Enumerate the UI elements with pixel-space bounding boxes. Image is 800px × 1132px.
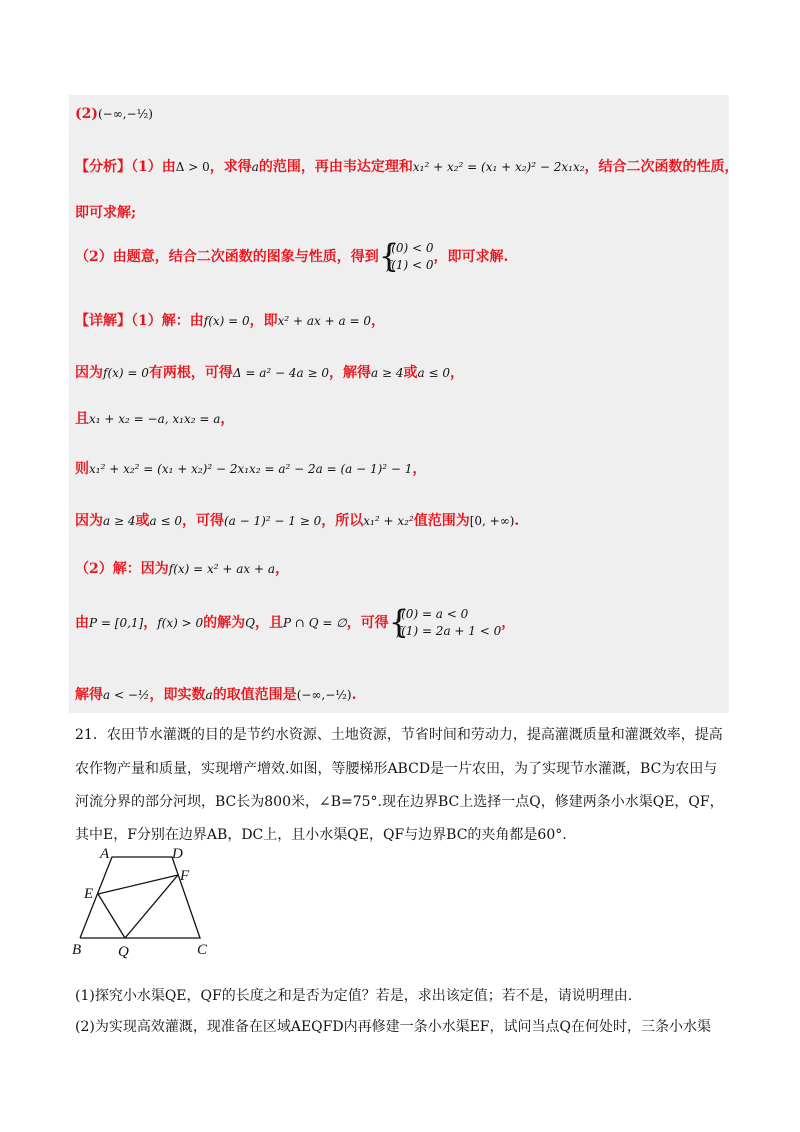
label-Q: Q: [118, 944, 129, 960]
detail-line-3: 且x₁ + x₂ = −a, x₁x₂ = a，: [75, 411, 235, 427]
label-E: E: [84, 886, 94, 902]
label-D: D: [172, 846, 183, 862]
problem-line-3: 河流分界的部分河坝，BC长为800米，∠B=75°.现在边界BC上选择一点Q，修建两条小水渠QE，QF，: [75, 794, 724, 810]
problem-line-1: 21．农田节水灌溉的目的是节约水资源、土地资源，节省时间和劳动力，提高灌溉质量和灌溉效率，提高: [75, 727, 723, 743]
detail-line-2: 因为f(x) = 0有两根，可得Δ = a² − 4a ≥ 0，解得a ≥ 4或a ≤ 0，: [75, 365, 464, 381]
analysis-line-1: 【分析】（1）由Δ > 0，求得a的范围，再由韦达定理和x₁² + x₂² = (x₁ + x₂)² − 2x₁x₂，结合二次函数的性质，: [75, 159, 739, 175]
problem-line-4: 其中E，F分别在边界AB，DC上，且小水渠QE，QF与边界BC的夹角都是60°.: [75, 827, 567, 843]
part2-answer: (2)(−∞,−½): [75, 106, 153, 122]
detail-line-8: 解得a < −½，即实数a的取值范围是(−∞,−½).: [75, 687, 357, 703]
analysis-system: { f(0) < 0 f(1) < 0: [378, 237, 434, 275]
detail-line-7: 由P = [0,1]，f(x) > 0的解为Q，且P ∩ Q = ∅，可得 { f(0) = a < 0 f(1) = 2a + 1 < 0 ，: [75, 603, 516, 641]
label-C: C: [197, 942, 208, 958]
detail-line-5: 因为a ≥ 4或a ≤ 0，可得(a − 1)² − 1 ≥ 0，所以x₁² + x₂²值范围为[0, +∞).: [75, 513, 520, 529]
detail-line-1: 【详解】（1）解：由f(x) = 0，即x² + ax + a = 0，: [75, 313, 385, 329]
detail-system: { f(0) = a < 0 f(1) = 2a + 1 < 0: [388, 603, 502, 641]
label-A: A: [100, 846, 110, 862]
segment-EF: [98, 875, 178, 894]
question-2: (2)为实现高效灌溉，现准备在区域AEQFD内再修建一条小水渠EF，试问当点Q在何处时，三条小水渠: [75, 1019, 711, 1035]
detail-line-4: 则x₁² + x₂² = (x₁ + x₂)² − 2x₁x₂ = a² − 2a = (a − 1)² − 1，: [75, 461, 427, 477]
segment-EQ: [98, 894, 125, 938]
label-B: B: [72, 942, 82, 958]
analysis-line-2: 即可求解;: [75, 205, 137, 221]
problem-line-2: 农作物产量和质量，实现增产增效.如图，等腰梯形ABCD是一片农田，为了实现节水灌溉，BC为农田与: [75, 761, 718, 777]
detail-line-6: （2）解：因为f(x) = x² + ax + a，: [75, 561, 290, 577]
label-F: F: [180, 868, 190, 884]
analysis-line-3: （2）由题意，结合二次函数的图象与性质，得到 { f(0) < 0 f(1) < 0 ，即可求解.: [75, 237, 509, 275]
segment-FQ: [125, 875, 178, 938]
question-1: (1)探究小水渠QE，QF的长度之和是否为定值？若是，求出该定值；若不是，请说明理由.: [75, 988, 633, 1004]
trapezoid-figure: [70, 842, 220, 962]
